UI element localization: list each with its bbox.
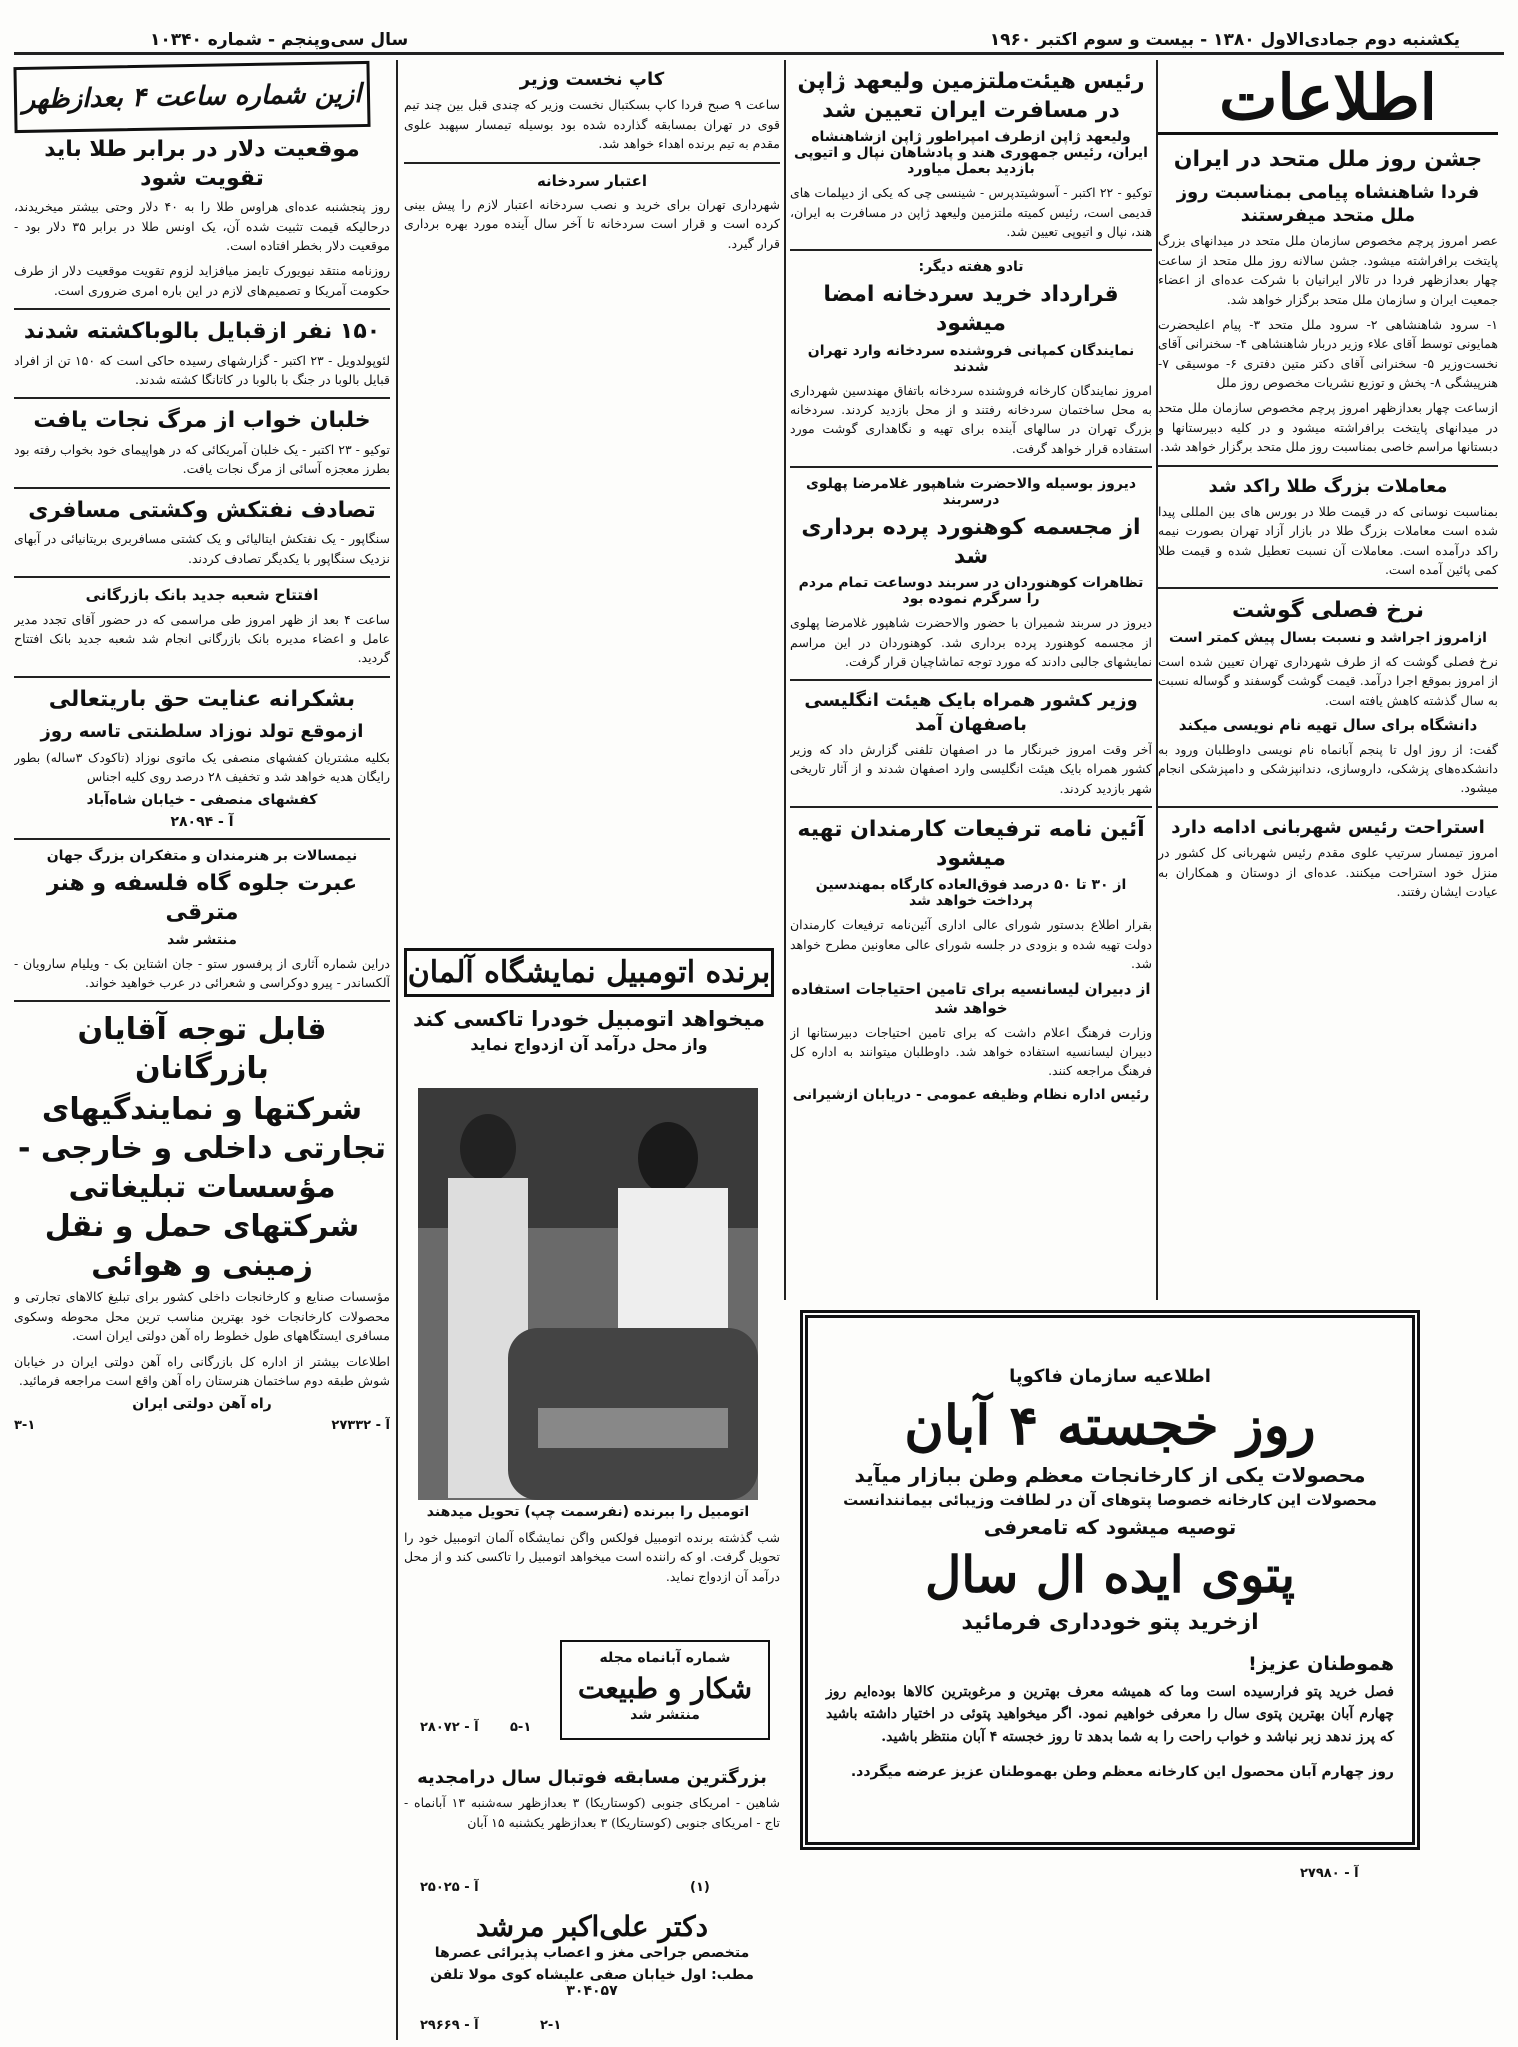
ad-org: اطلاعیه سازمان فاکوپا — [1009, 1366, 1211, 1387]
article-text: ساعت ۹ صبح فردا کاپ بسکتبال نخست وزیر که چندی قبل بین چند تیم قوی در تهران بمسابقه گذارده شده بود بوسیله تیمسار سپهبد علوی مقدم به تیم برنده اهداء خواهد شد. — [404, 97, 780, 152]
photo-car-grille — [538, 1408, 728, 1448]
article-text: نرخ فصلی گوشت که از طرف شهرداری تهران تعیین شده است از امروز بموقع اجرا درآمد. قیمت گوشت گوسفند و گوساله نسبت به سال گذشته کاهش یافته است. — [1158, 653, 1498, 708]
article-text: شهرداری تهران برای خرید و نصب سردخانه اعتبار لازم را پیش بینی کرده است و قرار است سردخانه تا آخر سال آینده مورد بهره برداری قرار گیرد. — [404, 197, 780, 251]
article-text: ساعت ۴ بعد از ظهر امروز طی مراسمی که در حضور آقای تجدد مدیر عامل و اعضاء مدیره بانک بازرگانی انجام شد شعبه جدید بانک افتتاح گردید. — [14, 611, 390, 666]
article-text: ازساعت چهار بعدازظهر امروز پرچم مخصوص سازمان ملل متحد در میدانهای پایتخت برافراشته میشود و در کلیه دبیرستانها و دبستانها مراسم خاصی بمناسبت روز ملل متحد برگزار خواهد شد. — [1158, 400, 1498, 455]
article-text: امروز تیمسار سرتیپ علوی مقدم رئیس شهربانی کل کشور در منزل خود استراحت میکنند. عده‌ای از دوستان و همکاران به عیادت ایشان رفتند. — [1158, 845, 1498, 899]
doctor-specialty: متخصص جراحی مغز و اعصاب پذیرائی عصرها — [434, 1945, 750, 1961]
doctor-address: مطب: اول خیابان صفی علیشاه کوی مولا تلفن ۳۰۴۰۵۷ — [430, 1967, 754, 1999]
headline-shoe-ad: بشکرانه عنایت حق باریتعالی — [48, 686, 356, 712]
article-text: شب گذشته برنده اتومبیل فولکس واگن نمایشگاه آلمان اتومبیل خود را تحویل گرفت. او که راننده است میخواهد اتومبیل را تاکسی کند و از محل درآمد آن ازدواج نماید. — [404, 1530, 780, 1584]
ad-greeting: هموطنان عزیز! — [1248, 1653, 1394, 1675]
headline-tanker-collision: تصادف نفتکش وکشتی مسافری — [28, 497, 376, 523]
article-text: مؤسسات صنایع و کارخانجات داخلی کشور برای تبلیغ کالاهای تجارتی و محصولات کارخانجات خود بهترین مناسب ترین محل محوطه وسکوی مسافری ایستگاههای طول خطوط راه آهن دولتی ایران است. — [14, 1289, 390, 1344]
divider — [790, 466, 1152, 468]
photo-caption: اتومبیل را ببرنده (نفرسمت چپ) تحویل میدهند — [426, 1504, 750, 1520]
headline-gold-trade: معاملات بزرگ طلا راکد شد — [1208, 475, 1448, 497]
headline-japan-prince: رئیس هیئت‌ملتزمین ولیعهد ژاپن در مسافرت ایران تعیین شد — [797, 69, 1145, 123]
article-text: شاهین - امریکای جنوبی (کوستاریکا) ۳ بعدازظهر سه‌شنبه ۱۳ آبانماه - تاج - امریکای جنوبی (کوستاریکا) ۳ بعدازظهر یکشنبه ۱۵ آبان — [404, 1795, 780, 1830]
masthead — [1158, 62, 1498, 135]
divider — [1158, 806, 1498, 808]
ad-code: ۲-۱ — [540, 2018, 562, 2033]
ad-line: ازخرید پتو خودداری فرمائید — [961, 1610, 1259, 1635]
divider — [790, 249, 1152, 251]
afternoon-edition-label: ازین شماره ساعت ۴ بعدازظهر — [22, 79, 362, 115]
headline-pilot: خلبان خواب از مرگ نجات یافت — [33, 408, 371, 434]
article-text: دراین شماره آثاری از پرفسور ستو - جان اشتاین بک - ویلیام سارویان - آلکساندر - پیرو دوکراسی و شعرائی در عرب خواهید خواند. — [14, 955, 390, 991]
ad-code: آ - ۲۷۹۸۰ — [1300, 1866, 1359, 1881]
magazine-ad-status: منتشر شد — [630, 1707, 700, 1723]
photo-illustration — [418, 1088, 758, 1500]
article-text: ۱- سرود شاهنشاهی ۲- سرود ملل متحد ۳- پیام اعلیحضرت همایونی توسط آقای علاء وزیر دربار شاهنشاهی ۴- سخنرانی آقای نخست‌وزیر ۵- سخنرانی آقای دکتر متین دفتری ۶- موسیقی ۷- هنرپیشگی ۸- پخش و توزیع نشریات مخصوص روز ملل — [1158, 316, 1498, 390]
ad-code: ۳-۱ — [14, 1418, 36, 1434]
fakopa-blanket-ad — [800, 1310, 1420, 1850]
railway-ad — [14, 1010, 390, 1433]
article-text: لئوپولدویل - ۲۳ اکتبر - گزارشهای رسیده حاکی است که ۱۵۰ تن از افراد قبایل بالوبا در جنگ با بالوبا در کاتانگا کشته شدند. — [14, 352, 390, 388]
car-winner-photo — [418, 1088, 758, 1500]
article-text: توکیو - ۲۲ اکتبر - آسوشیتدپرس - شینسی چی که یکی از دیپلمات های قدیمی است، رئیس کمیته ملتزمین ولیعهد ژاپن در مسافرت به ایران، هند، نپال و اتیوپی تعیین شد. — [790, 185, 1152, 239]
article-text: روز پنجشنبه عده‌ای هراوس طلا را به ۴۰ دلار وحتی بیشتر میخریدند، درحالیکه قیمت تثبیت شده آن، یک اونس طلا در برابر ۳۵ دلار بود - موقعیت دلار بخطر افتاده است. — [14, 199, 390, 253]
article-text: گفت: از روز اول تا پنجم آبانماه نام نویسی داوطلبان ورود به دانشکده‌های پزشکی، داروسازی، دندانپزشکی و دامپزشکی انجام میشود. — [1158, 741, 1498, 796]
ad-line: محصولات یکی از کارخانجات معظم وطن ببازار میآید — [854, 1463, 1366, 1487]
afternoon-edition-box — [13, 61, 370, 133]
photo-person-head — [460, 1114, 516, 1182]
headline-pm-cup: کاپ نخست وزیر — [519, 69, 665, 90]
headline-meat-price: نرخ فصلی گوشت — [1232, 598, 1424, 624]
doctor-name: دکتر علی‌اکبر مرشد — [475, 1910, 709, 1943]
subheadline: نمایندگان کمپانی فروشنده سردخانه وارد تهران شدند — [807, 342, 1135, 375]
divider — [1158, 465, 1498, 467]
article-text: روزنامه منتقد نیویورک تایمز میافزاید لزوم تقویت موقعیت دلار از طرف حکومت آمریکا و تصمیم‌های لازم در این باره امری ضروری است. — [14, 263, 390, 298]
ad-code: آ - ۲۷۳۳۲ — [331, 1418, 390, 1434]
article-text: وزارت فرهنگ اعلام داشت که برای تامین احتیاجات دبیرستانها از دبیران لیسانسیه استفاده خواهد شد. داوطلبان میتوانند به اداره کل فرهنگ مراجعه کنند. — [790, 1024, 1152, 1079]
headline-teachers: از دبیران لیسانسیه برای تامین احتیاجات استفاده خواهد شد — [791, 979, 1151, 1018]
kicker: دیروز بوسیله والاحضرت شاهپور غلامرضا پهلوی درسربند — [805, 476, 1137, 508]
headline-football: بزرگترین مسابقه فوتبال سال درامجدیه — [417, 1767, 767, 1788]
subheadline: از ۳۰ تا ۵۰ درصد فوق‌العاده کارگاه بمهندسین پرداخت خواهد شد — [815, 877, 1127, 910]
headline-storage-credit: اعتبار سردخانه — [536, 171, 648, 190]
headline-baluba: ۱۵۰ نفر ازقبایل بالوباکشته شدند — [23, 319, 381, 345]
article-text: امروز نمایندگان کارخانه فروشنده سردخانه باتفاق مهندسین شهرداری به محل ساختمان سردخانه رفتند و از محل بازدید کردند. سردخانه بزرگ تهران در سالهای آینده برای تهیه و نگاهداری گوشت مورد استفاده قرار خواهد گرفت. — [790, 382, 1152, 456]
article-text: اطلاعات بیشتر از اداره کل بازرگانی راه آهن دولتی ایران در خیابان شوش طبقه دوم ساختمان هنرستان راه آهن واقع است مراجعه فرمائید. — [14, 1353, 390, 1388]
subheadline: ولیعهد ژاپن ازطرف امپراطور ژاپن ازشاهنشاه ایران، رئیس جمهوری هند و پادشاهان نپال و اتیوپی بازدید بعمل میاورد — [794, 129, 1148, 178]
ad-product: پتوی ایده ال سال — [924, 1545, 1296, 1604]
railway-ad-sub: شرکتها و نمایندگیهای تجارتی داخلی و خارجی - مؤسسات تبلیغاتی شرکتهای حمل و نقل زمینی و هوائی — [18, 1092, 386, 1284]
column-center-right — [790, 62, 1152, 1300]
article-text: عصر امروز پرچم مخصوص سازمان ملل متحد در میدانهای بزرگ پایتخت برافراشته میشود. جشن سالانه روز ملل متحد از ساعت چهار بعدازظهر فردا در تالار ایرانیان با شرکت عده‌ای از اعضاء جمعیت ایران و سازمان ملل متحد برگزار خواهد شد. — [1158, 233, 1498, 307]
headline-magazine: عبرت جلوه گاه فلسفه و هنر مترقی — [46, 871, 358, 926]
divider — [14, 397, 390, 399]
magazine-ad — [560, 1640, 770, 1740]
column-rule-3 — [396, 60, 398, 2040]
article-text: بقرار اطلاع بدستور شورای عالی اداری آئین‌نامه ترفیعات کارمندان دولت تهیه شده و بزودی در جلسه شورای عالی معاونین مطرح خواهد شد. — [790, 917, 1152, 972]
headline-dollar-gold: موقعیت دلار در برابر طلا باید تقویت شود — [44, 137, 360, 191]
top-rule — [14, 52, 1504, 55]
magazine-ad-label: شماره آبانماه مجله — [599, 1650, 731, 1666]
divider — [14, 676, 390, 678]
column-left — [14, 130, 390, 2030]
photo-story-sub1: میخواهد اتومبیل خودرا تاکسی کند — [412, 1007, 766, 1031]
divider — [790, 806, 1152, 808]
headline-climber-statue: از مجسمه کوهنورد پرده برداری شد — [801, 515, 1141, 569]
article-text: بمناسبت نوسانی که در قیمت طلا در بورس های بین المللی پیدا شده است معاملات بزرگ طلا در بازار آزاد تهران بصورت نیمه راکد درآمده است. معاملات آن نسبت تعطیل شده و قیمت طلا کمی پائین آمده است. — [1158, 503, 1498, 578]
ad-line: توصیه میشود که تامعرفی — [983, 1515, 1237, 1539]
divider — [1158, 587, 1498, 589]
ad-code: آ - ۲۸۰۹۴ — [170, 814, 234, 831]
date-line: یکشنبه دوم جمادی‌الاول ۱۳۸۰ - بیست و سوم اکتبر ۱۹۶۰ — [989, 30, 1460, 50]
ad-code: آ - ۲۵۰۲۵ — [420, 1880, 479, 1895]
top-line — [150, 30, 1460, 50]
car-winner-article — [404, 1528, 780, 1640]
ad-code: ۵-۱ — [510, 1720, 532, 1735]
headline-police-chief: استراحت رئیس شهربانی ادامه دارد — [1171, 816, 1485, 838]
ad-body: فصل خرید پتو فرارسیده است وما که همیشه معرف بهترین و مرغوبترین کالاها بوده‌ایم روز چهارم آبان بهترین پتوی سال را معرفی خواهیم نمود. اگر میخواهید پتوئی در اختیار داشته باشید که پرز ندهد زبر نباشد و خواب راحت را به شما بدهد تا روز خجسته ۴ آبان منتظر باشید. — [826, 1684, 1394, 1745]
divider — [14, 576, 390, 578]
signature: رئیس اداره نظام وظیفه عمومی - دریابان ازشیرانی — [792, 1086, 1150, 1103]
ad-code: آ - ۲۹۶۶۹ — [420, 2018, 479, 2033]
headline-bank-branch: افتتاح شعبه جدید بانک بازرگانی — [85, 586, 319, 605]
photo-person-head — [638, 1122, 698, 1194]
column-center-left — [404, 62, 780, 942]
subheadline: تظاهرات کوهنوردان در سربند دوساعت تمام مردم را سرگرم نموده بود — [798, 575, 1144, 608]
article-text: آخر وقت امروز خبرنگار ما در اصفهان تلفنی گزارش داد که وزیر کشور همراه بایک هیئت انگلیسی وارد اصفهان شدند و از آثار تاریخی شهر بازدید کردند. — [790, 742, 1152, 796]
headline-un-day-sub: فردا شاهنشاه پیامی بمناسبت روز ملل متحد میفرستند — [1176, 181, 1480, 226]
article-text: توکیو - ۲۳ اکتبر - یک خلبان آمریکائی که در هواپیمای خود بخواب رفته بود بطرز معجزه آسائی از مرگ نجات یافت. — [14, 442, 390, 477]
headline-interior-minister: وزیر کشور همراه بایک هیئت انگلیسی باصفهان آمد — [804, 690, 1138, 735]
article-text: سنگاپور - یک نفتکش ایتالیائی و یک کشتی مسافربری بریتانیائی در آبهای نزدیک سنگاپور با یکدیگر تصادف کردند. — [14, 531, 390, 566]
issue-line: سال سی‌وپنجم - شماره ۱۰۳۴۰ — [150, 30, 409, 50]
railway-ad-codes — [14, 1418, 390, 1433]
railway-ad-headline: قابل توجه آقایان بازرگانان — [77, 1012, 327, 1087]
divider — [14, 487, 390, 489]
shop-name: کفشهای منصفی - خیابان شاه‌آباد — [86, 792, 318, 809]
article-text: دیروز در سربند شمیران با حضور والاحضرت شاهپور غلامرضا پهلوی از مجسمه کوهنورد پرده برداری شد. کوهنوردان در این مراسم نمایشهای جالبی دادند که مورد توجه تماشاچیان قرار گرفت. — [790, 615, 1152, 669]
column-right — [1158, 140, 1498, 1300]
ad-line: محصولات این کارخانه خصوصا پتوهای آن در لطافت وزیبائی بیمانندانست — [843, 1491, 1377, 1509]
article-text: بکلیه مشتریان کفشهای منصفی یک ماتوی نوزاد (تاکودک ۳ساله) بطور رایگان هدیه خواهد شد و تخفیف ۲۸ درصد روی کلیه اجناس — [14, 749, 390, 785]
subheadline: ازامروز اجراشد و نسبت بسال پیش کمتر است — [1169, 629, 1487, 646]
kicker: تادو هفته دیگر: — [918, 259, 1024, 276]
divider — [790, 679, 1152, 681]
headline-cold-storage: قرارداد خرید سردخانه امضا میشود — [823, 282, 1119, 336]
ad-closing: روز چهارم آبان محصول این کارخانه معظم وطن بهموطنان عزیز عرضه میگردد. — [850, 1764, 1394, 1781]
ad-code: آ - ۲۸۰۷۲ — [420, 1720, 479, 1735]
headline-promotions: آئین نامه ترفیعات کارمندان تهیه میشود — [797, 817, 1145, 871]
photo-story-sub2: واز محل درآمد آن ازدواج نماید — [470, 1035, 708, 1054]
doctor-ad — [404, 1910, 780, 2020]
magazine-ad-title: شکار و طبیعت — [577, 1672, 753, 1705]
divider — [14, 838, 390, 840]
photo-story-headline: برنده اتومبیل نمایشگاه آلمان — [404, 948, 774, 997]
masthead-logo: اطلاعات — [1219, 60, 1437, 134]
signature: راه آهن دولتی ایران — [132, 1396, 272, 1413]
kicker: نیمسالات بر هنرمندان و متفکران بزرگ جهان — [46, 848, 358, 865]
divider — [14, 1000, 390, 1002]
column-rule-2 — [784, 60, 786, 1300]
headline-university: دانشگاه برای سال تهیه نام نویسی میکند — [1178, 716, 1478, 735]
divider — [404, 162, 780, 164]
ad-code: (۱) — [690, 1880, 710, 1895]
divider — [14, 308, 390, 310]
photo-story-title — [404, 948, 774, 1054]
headline-shoe-ad-sub: ازموقع تولد نوزاد سلطنتی تاسه روز — [40, 721, 364, 743]
football-notice — [404, 1760, 780, 1880]
headline-un-day: جشن روز ملل متحد در ایران — [1173, 147, 1483, 172]
ad-headline: روز خجسته ۴ آبان — [904, 1393, 1316, 1457]
subheadline: منتشر شد — [167, 931, 237, 948]
